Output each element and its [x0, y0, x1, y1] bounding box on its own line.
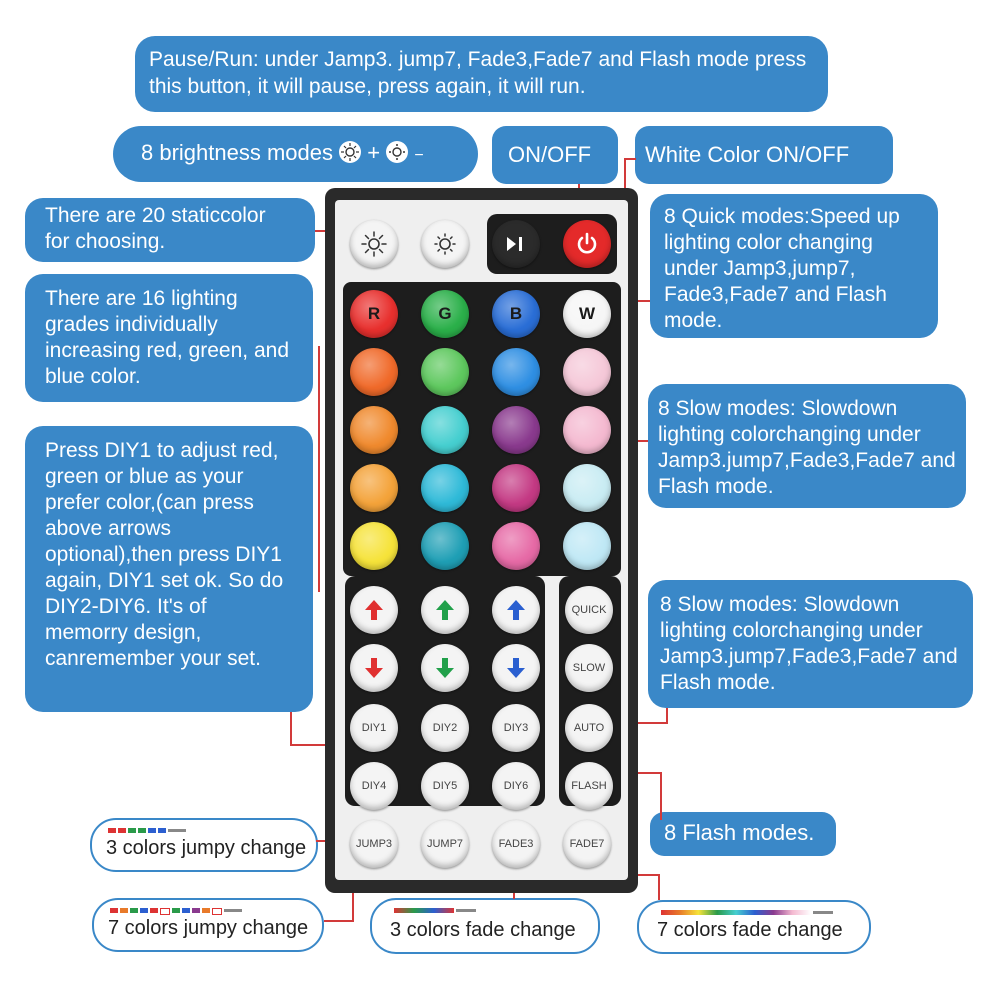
flash-button[interactable]: FLASH: [565, 762, 613, 810]
arrow-up-icon: [363, 598, 385, 622]
pause-run-callout: [135, 36, 828, 112]
diy-label: DIY3: [503, 722, 529, 734]
leader-line-diy-v: [290, 712, 292, 744]
fade3-legend: [370, 898, 600, 954]
arrow-down-icon: [505, 656, 527, 680]
pause-run-text: Pause/Run: under Jamp3. jump7, Fade3,Fade7 and Flash mode press this button, it will pause, press again, it will run.: [149, 48, 807, 98]
diy-label: DIY6: [503, 780, 529, 792]
remote-control: [325, 188, 638, 893]
brightness-up-icon: [359, 229, 389, 259]
leader-line-fade7-v: [658, 874, 660, 900]
red-up-button[interactable]: [350, 586, 398, 634]
color-button-r1-c4[interactable]: [563, 290, 611, 338]
diy3-button[interactable]: [492, 704, 540, 752]
color-button-r5-c4[interactable]: [563, 522, 611, 570]
color-button-label: W: [578, 304, 596, 323]
jump3-legend: [90, 818, 318, 872]
brightness-minus-text: −: [414, 147, 424, 164]
color-button-r2-c3[interactable]: [492, 348, 540, 396]
blue-up-button[interactable]: [492, 586, 540, 634]
arrow-up-icon: [434, 598, 456, 622]
color-button-r3-c3[interactable]: [492, 406, 540, 454]
diy-info-callout: [25, 426, 313, 712]
brightness-text: 8 brightness modes: [141, 140, 333, 165]
play-pause-icon: [504, 234, 528, 254]
diy-label: DIY4: [361, 780, 387, 792]
brightness-down-mini-icon: [386, 141, 408, 163]
diy4-button[interactable]: [350, 762, 398, 810]
jump7-text: 7 colors jumpy change: [108, 917, 309, 939]
red-down-button[interactable]: [350, 644, 398, 692]
brightness-down-icon: [430, 229, 460, 259]
color-button-r5-c1[interactable]: [350, 522, 398, 570]
color-button-r1-c3[interactable]: [492, 290, 540, 338]
power-button[interactable]: [563, 220, 611, 268]
jump7-swatches: [110, 908, 242, 915]
jump3-text: 3 colors jumpy change: [106, 837, 307, 859]
static-colors-text: There are 20 staticcolor for choosing.: [45, 204, 266, 253]
leader-line-fade3: [513, 893, 515, 899]
leader-line-jump7-v: [352, 893, 354, 921]
jump7-button[interactable]: JUMP7: [421, 820, 469, 868]
lighting-grades-callout: [25, 274, 313, 402]
color-button-r4-c4[interactable]: [563, 464, 611, 512]
quick-modes-text: 8 Quick modes:Speed up lighting color changing under Jamp3,jump7, Fade3,Fade7 and Flash mode.: [664, 205, 900, 332]
diy5-button[interactable]: [421, 762, 469, 810]
fade7-text: 7 colors fade change: [657, 919, 843, 941]
quick-button[interactable]: QUICK: [565, 586, 613, 634]
brightness-callout: [113, 126, 478, 182]
leader-line-jump7-h: [324, 920, 354, 922]
fade7-legend: [637, 900, 871, 954]
slow-modes-text-1: 8 Slow modes: Slowdown lighting colorchanging under Jamp3.jump7,Fade3,Fade7 and Flash mode.: [658, 397, 956, 498]
flash-modes-text: 8 Flash modes.: [664, 820, 815, 845]
color-button-r1-c1[interactable]: [350, 290, 398, 338]
color-button-r3-c4[interactable]: [563, 406, 611, 454]
color-button-r5-c2[interactable]: [421, 522, 469, 570]
lighting-grades-text: There are 16 lighting grades individually increasing red, green, and blue color.: [45, 287, 289, 388]
fade3-button[interactable]: FADE3: [492, 820, 540, 868]
leader-line-grades: [318, 346, 320, 592]
leader-line-slow1: [638, 440, 648, 442]
color-button-r4-c2[interactable]: [421, 464, 469, 512]
blue-down-button[interactable]: [492, 644, 540, 692]
fade3-text: 3 colors fade change: [390, 919, 576, 941]
auto-button[interactable]: AUTO: [565, 704, 613, 752]
color-button-label: G: [438, 304, 452, 323]
slow-modes-callout-2: [648, 580, 973, 708]
diy-label: DIY5: [432, 780, 458, 792]
color-button-r2-c4[interactable]: [563, 348, 611, 396]
power-icon: [574, 231, 600, 257]
color-button-r3-c2[interactable]: [421, 406, 469, 454]
slow-modes-callout-1: [648, 384, 966, 508]
diy6-button[interactable]: [492, 762, 540, 810]
leader-line-flash-v: [660, 772, 662, 820]
brightness-up-button[interactable]: [350, 220, 398, 268]
arrow-down-icon: [434, 656, 456, 680]
color-button-label: B: [509, 304, 523, 323]
remote-face: [335, 200, 628, 880]
leader-line-fade7-h: [638, 874, 660, 876]
color-button-r4-c1[interactable]: [350, 464, 398, 512]
color-button-r5-c3[interactable]: [492, 522, 540, 570]
white-on-off-text: White Color ON/OFF: [645, 142, 850, 167]
on-off-callout: [492, 126, 618, 184]
color-button-label: R: [367, 304, 381, 323]
arrow-down-icon: [363, 656, 385, 680]
leader-line-slow2-h: [638, 722, 668, 724]
white-on-off-callout: [635, 126, 893, 184]
slow-modes-text-2: 8 Slow modes: Slowdown lighting colorchanging under Jamp3.jump7,Fade3,Fade7 and Flash mode.: [660, 593, 958, 694]
jump3-button[interactable]: JUMP3: [350, 820, 398, 868]
leader-line-diy-h: [290, 744, 326, 746]
jump3-swatches: [108, 828, 186, 833]
quick-modes-callout: [650, 194, 938, 338]
on-off-text: ON/OFF: [508, 142, 592, 167]
diy2-button[interactable]: [421, 704, 469, 752]
fade7-swatches: [661, 910, 833, 915]
diy-label: DIY1: [361, 722, 387, 734]
fade7-button[interactable]: FADE7: [563, 820, 611, 868]
green-down-button[interactable]: [421, 644, 469, 692]
color-button-r2-c1[interactable]: [350, 348, 398, 396]
static-colors-callout: [25, 198, 315, 262]
fade3-swatches: [394, 908, 476, 913]
leader-line-white-h: [624, 158, 636, 160]
color-button-r2-c2[interactable]: [421, 348, 469, 396]
slow-button[interactable]: SLOW: [565, 644, 613, 692]
arrow-up-icon: [505, 598, 527, 622]
brightness-up-mini-icon: [339, 141, 361, 163]
color-button-r1-c2[interactable]: [421, 290, 469, 338]
brightness-down-button[interactable]: [421, 220, 469, 268]
diy1-button[interactable]: [350, 704, 398, 752]
diy-info-text: Press DIY1 to adjust red, green or blue as your prefer color,(can press above arrows optional),then press DIY1 again, DIY1 set ok. So do DIY2-DIY6. It's of memorry design, canremember your set.: [45, 439, 284, 670]
leader-line-white-v: [624, 158, 626, 192]
green-up-button[interactable]: [421, 586, 469, 634]
leader-line-quick: [638, 300, 650, 302]
diy-label: DIY2: [432, 722, 458, 734]
leader-line-flash-h: [638, 772, 662, 774]
brightness-plus-text: +: [367, 140, 381, 165]
color-button-r3-c1[interactable]: [350, 406, 398, 454]
play-pause-button[interactable]: [492, 220, 540, 268]
jump7-legend: [92, 898, 324, 952]
color-button-r4-c3[interactable]: [492, 464, 540, 512]
flash-modes-callout: [650, 812, 836, 856]
